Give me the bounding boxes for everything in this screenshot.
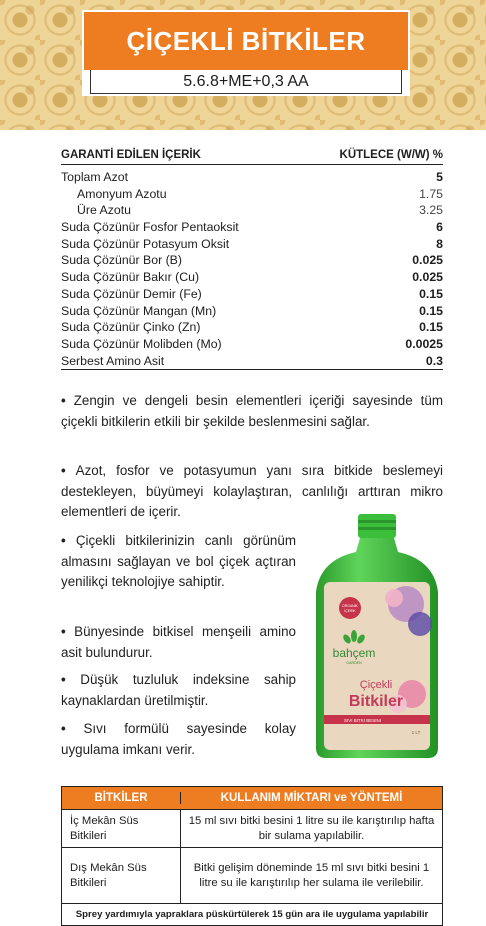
row-label: Suda Çözünür Çinko (Zn) [61, 320, 201, 335]
row-value: 0.15 [419, 303, 443, 318]
formula-label: 5.6.8+ME+0,3 AA [90, 70, 402, 94]
row-value: 8 [436, 236, 443, 251]
guarantee-row [61, 202, 443, 219]
brand-name: bahçem [332, 646, 376, 660]
bullet-dot: • [61, 533, 76, 548]
bullet-text: Düşük tuzluluk indeksine sahip kaynaklardan üretilmiştir. [61, 672, 296, 708]
bullet-dot: • [61, 624, 75, 639]
bullet-dot: • [61, 721, 84, 736]
usage-col-plants: BİTKİLER [62, 792, 181, 804]
bullet-text: Zengin ve dengeli besin elementleri içeriği sayesinde tüm çiçekli bitkilerin etkili bir şekilde beslenmesini sağlar. [61, 393, 443, 429]
bullet-item [61, 670, 296, 711]
row-label: Suda Çözünür Mangan (Mn) [61, 303, 217, 318]
product-title: ÇİÇEKLİ BİTKİLER [84, 12, 408, 70]
row-value: 0.15 [419, 286, 443, 301]
guarantee-row [61, 319, 443, 336]
row-label: Serbest Amino Asit [61, 353, 165, 368]
row-label: Suda Çözünür Molibden (Mo) [61, 336, 222, 351]
badge-text: ORGANİK [342, 604, 358, 608]
bullet-item [61, 622, 296, 663]
bottle-cap [358, 514, 396, 538]
guarantee-table [61, 149, 443, 370]
bullet-text: Azot, fosfor ve potasyumun yanı sıra bitkide beslemeyi destekleyen, büyümeyi kolaylaştıran, canlılığı arttıran mikro elementleri de içerir. [61, 463, 443, 519]
guarantee-row [61, 303, 443, 320]
bullet-dot: • [61, 672, 81, 687]
guarantee-col-value: KÜTLECE (W/W) % [339, 149, 443, 161]
row-value: 5 [436, 170, 443, 184]
band-text: SIVI BITKI BESINI [344, 718, 382, 723]
row-value: 6 [436, 220, 443, 235]
guarantee-row [61, 169, 443, 186]
row-label: Suda Çözünür Demir (Fe) [61, 286, 202, 301]
row-label: Toplam Azot [61, 170, 128, 184]
row-label: Suda Çözünür Fosfor Pentaoksit [61, 220, 239, 235]
bullet-item [61, 531, 296, 593]
usage-table-header [62, 787, 442, 809]
guarantee-row [61, 286, 443, 303]
guarantee-table-body [61, 165, 443, 370]
usage-plant: Dış Mekân Süs Bitkileri [62, 848, 181, 903]
guarantee-row [61, 186, 443, 203]
guarantee-row [61, 236, 443, 253]
row-value: 0.025 [412, 253, 443, 268]
guarantee-row [61, 353, 443, 370]
guarantee-row [61, 252, 443, 269]
bullet-text: Sıvı formülü sayesinde kolay uygulama imkanı verir. [61, 721, 296, 757]
row-value: 0.025 [412, 270, 443, 285]
guarantee-row [61, 269, 443, 286]
product-name-line2: Bitkiler [348, 693, 404, 710]
usage-row [62, 847, 442, 903]
title-box [82, 10, 410, 96]
guarantee-row [61, 336, 443, 353]
row-value: 0.15 [419, 320, 443, 335]
usage-method: Bitki gelişim döneminde 15 ml sıvı bitki besini 1 litre su ile karıştırılıp her sulama ile verilebilir. [193, 861, 430, 889]
volume-text: 1 LT [411, 730, 421, 735]
bullet-text: Bünyesinde bitkisel menşeili amino asit bulundurur. [61, 624, 296, 660]
row-value: 0.0025 [405, 336, 443, 351]
row-value: 3.25 [419, 203, 443, 218]
usage-plant: İç Mekân Süs Bitkileri [62, 810, 181, 847]
row-value: 1.75 [419, 186, 443, 201]
usage-table [61, 786, 443, 926]
bullet-dot: • [61, 393, 74, 408]
bullet-text: Çiçekli bitkilerinizin canlı görünüm almasını sağlayan ve bol çiçek açtıran yenilikçi teknolojiye sahiptir. [61, 533, 296, 589]
bullet-item [61, 719, 296, 760]
organic-badge-icon [339, 597, 361, 619]
guarantee-table-header [61, 149, 443, 165]
usage-method: 15 ml sıvı bitki besini 1 litre su ile karıştırılıp hafta bir sulama yapılabilir. [188, 814, 435, 842]
product-bottle-image [302, 512, 452, 762]
brand-sub: GARDEN [346, 661, 362, 665]
row-label: Suda Çözünür Bakır (Cu) [61, 270, 200, 285]
usage-col-method: KULLANIM MİKTARI ve YÖNTEMİ [220, 792, 403, 804]
bullet-dot: • [61, 463, 76, 478]
guarantee-col-label: GARANTİ EDİLEN İÇERİK [61, 149, 201, 161]
guarantee-row [61, 219, 443, 236]
product-name-line1: Çiçekli [359, 679, 393, 691]
svg-text:İÇERİK: İÇERİK [344, 609, 356, 613]
row-value: 0.3 [425, 353, 443, 368]
row-label: Amonyum Azotu [77, 186, 167, 201]
bullet-item [61, 391, 443, 432]
row-label: Üre Azotu [77, 203, 131, 218]
row-label: Suda Çözünür Bor (B) [61, 253, 182, 268]
row-label: Suda Çözünür Potasyum Oksit [61, 236, 230, 251]
usage-footer-note: Sprey yardımıyla yapraklara püskürtülerek 15 gün ara ile uygulama yapılabilir [62, 903, 442, 925]
usage-row [62, 809, 442, 847]
header-banner [0, 0, 486, 130]
